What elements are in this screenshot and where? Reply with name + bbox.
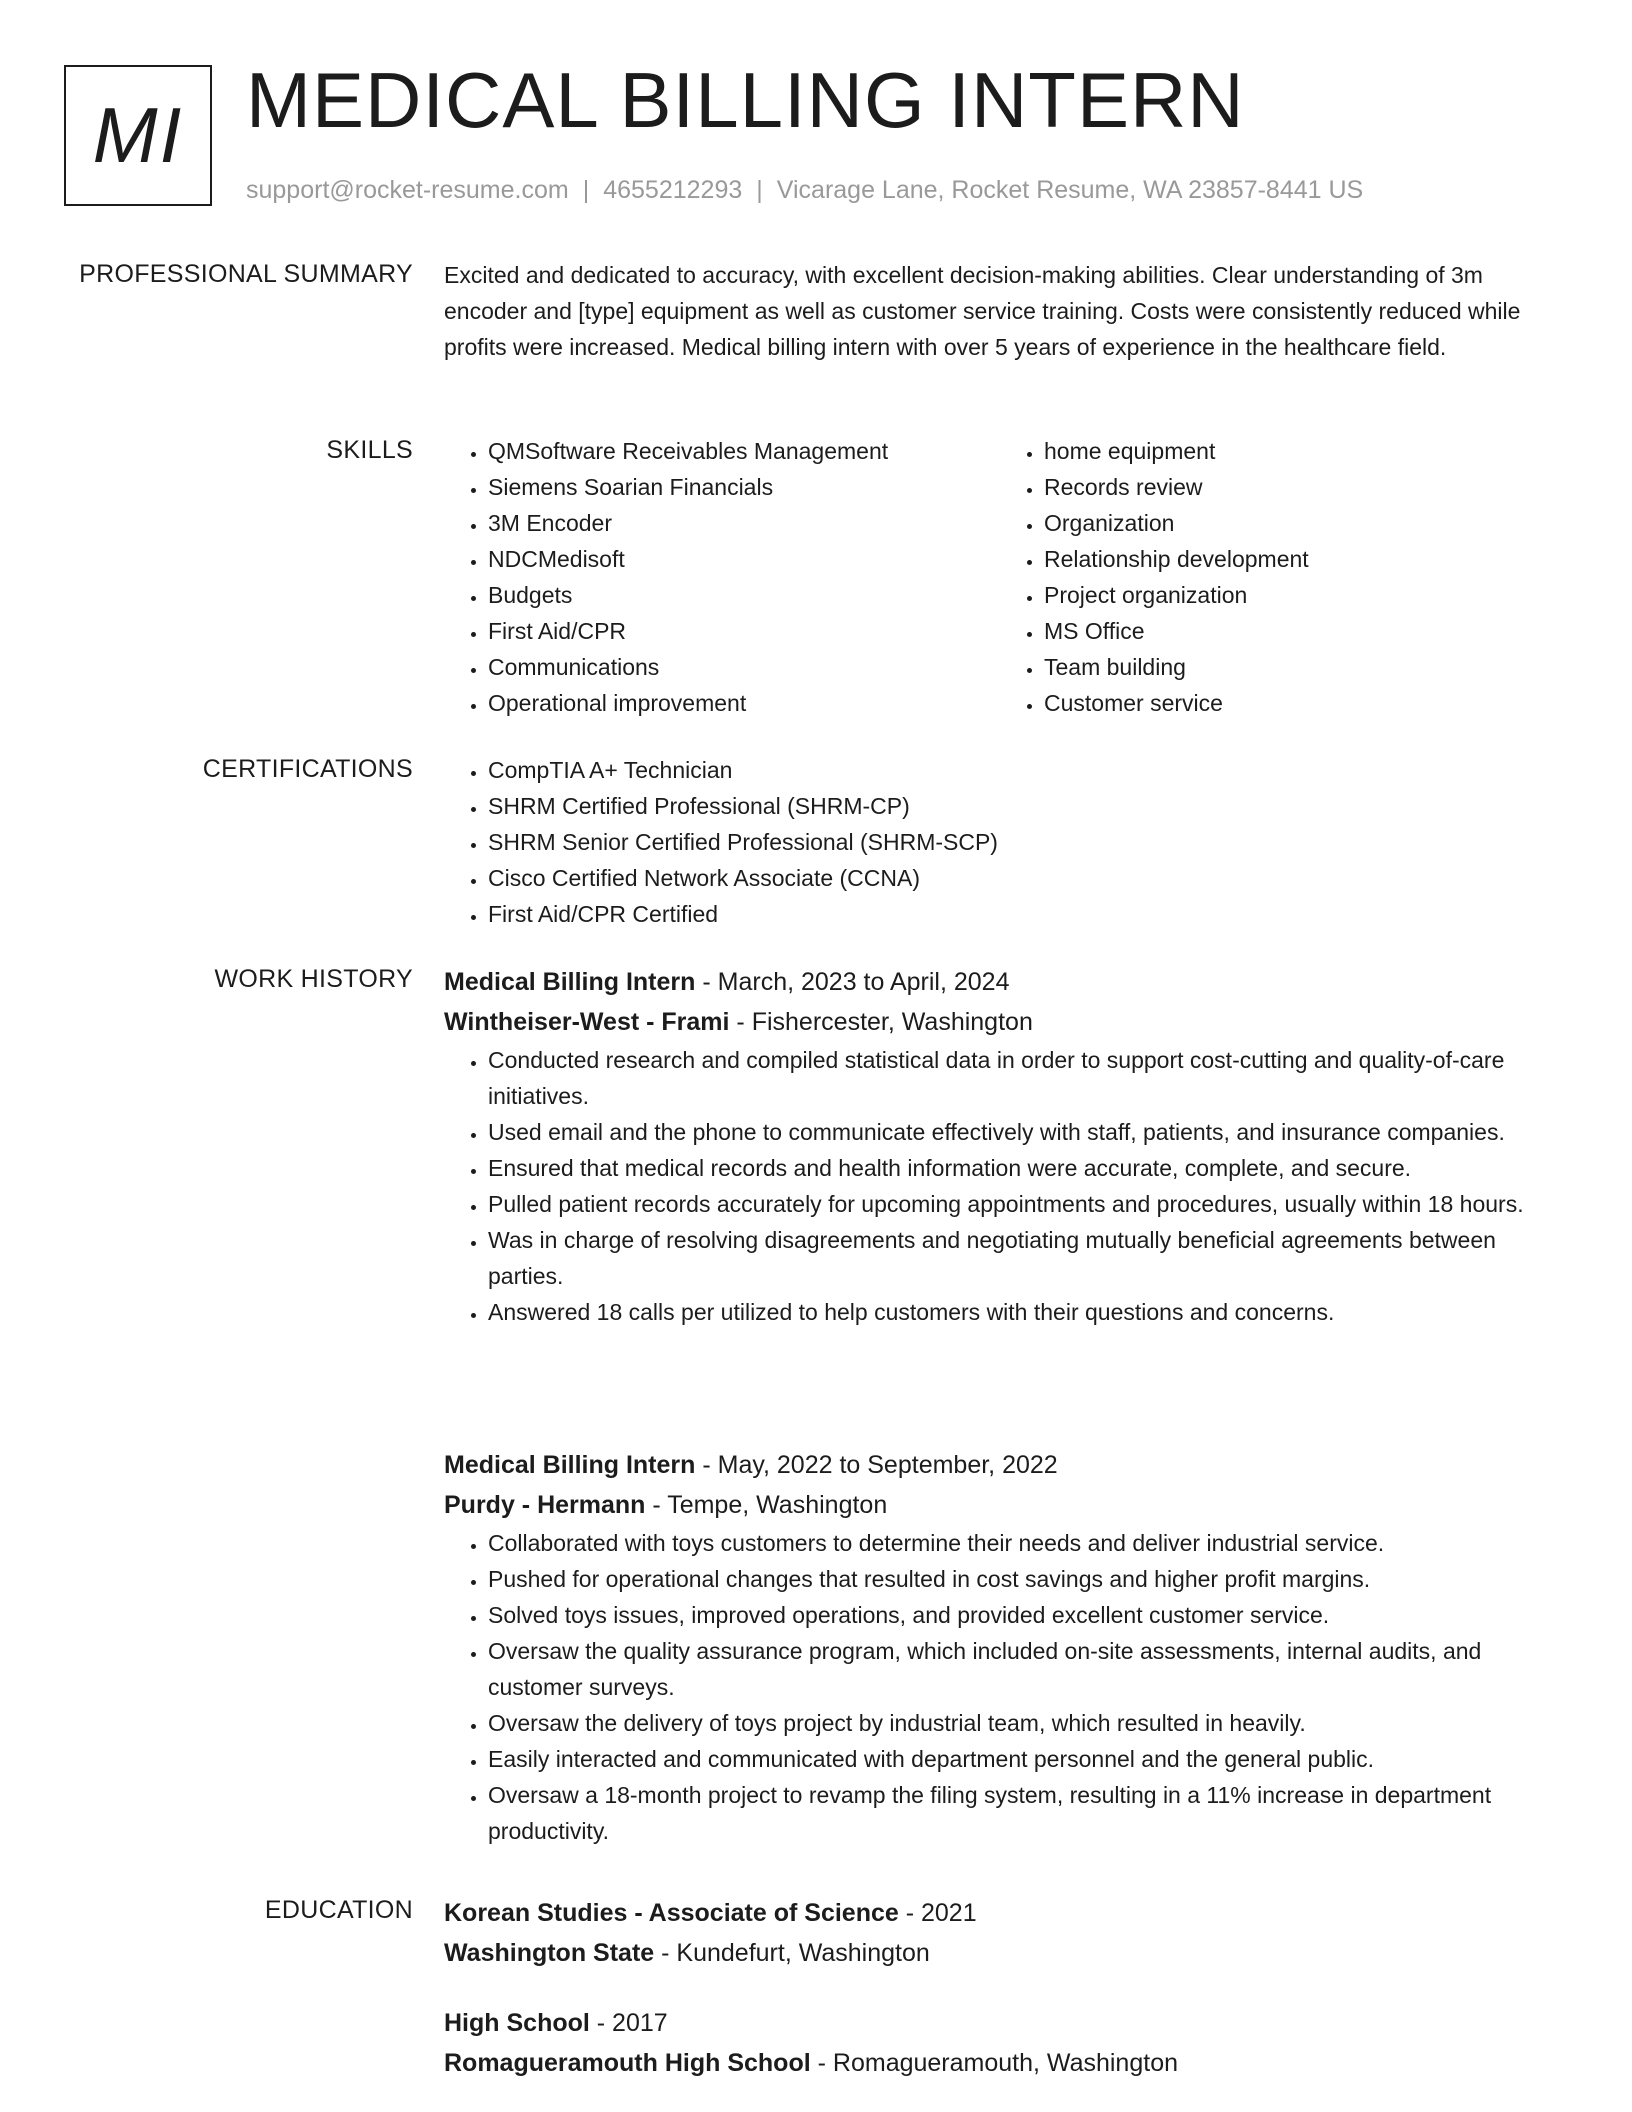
job-bullet: • Conducted research and compiled statistical data in order to support cost-cutting and quality-of-care initiatives.: [488, 1042, 1556, 1114]
job-title-line: [444, 962, 1556, 1002]
education-degree: Korean Studies - Associate of Science: [444, 1899, 899, 1927]
job-title-line: [444, 1445, 1556, 1485]
certification-item: • Cisco Certified Network Associate (CCNA): [488, 860, 1556, 896]
job-bullet: • Oversaw the quality assurance program, which included on-site assessments, internal audits, and customer surveys.: [488, 1633, 1556, 1705]
job-bullet: • Collaborated with toys customers to determine their needs and deliver industrial service.: [488, 1525, 1556, 1561]
education-degree-line: [444, 1893, 1556, 1933]
certification-item: • CompTIA A+ Technician: [488, 752, 1556, 788]
job-bullet: • Was in charge of resolving disagreements and negotiating mutually beneficial agreements between parties.: [488, 1222, 1556, 1294]
education-entry: [444, 1893, 1556, 1973]
skill-item: • NDCMedisoft: [488, 541, 1000, 577]
education-degree-line: [444, 2003, 1556, 2043]
skill-item: • 3M Encoder: [488, 505, 1000, 541]
skill-item: • Relationship development: [1044, 541, 1556, 577]
section-title-skills: SKILLS: [326, 436, 413, 464]
skill-item: • Customer service: [1044, 685, 1556, 721]
certification-item: • SHRM Certified Professional (SHRM-CP): [488, 788, 1556, 824]
resume-title: MEDICAL BILLING INTERN: [246, 56, 1245, 144]
job-company: Wintheiser-West - Frami: [444, 1008, 730, 1036]
monogram-initials: MI: [92, 91, 184, 179]
education-year: - 2017: [589, 2009, 668, 2037]
certifications-list: [444, 752, 1556, 932]
contact-email[interactable]: support@rocket-resume.com: [246, 176, 569, 204]
job-entry: [444, 1445, 1556, 1849]
job-bullet: • Ensured that medical records and health information were accurate, complete, and secure.: [488, 1150, 1556, 1186]
skill-item: • First Aid/CPR: [488, 613, 1000, 649]
job-company-line: [444, 1002, 1556, 1042]
job-bullet: • Pulled patient records accurately for upcoming appointments and procedures, usually within 18 hours.: [488, 1186, 1556, 1222]
education-school-line: [444, 1933, 1556, 1973]
education-school-line: [444, 2043, 1556, 2083]
job-role: Medical Billing Intern: [444, 968, 696, 996]
skill-item: • Operational improvement: [488, 685, 1000, 721]
job-dates: - March, 2023 to April, 2024: [695, 968, 1010, 996]
contact-phone[interactable]: 4655212293: [603, 176, 743, 204]
skill-item: • QMSoftware Receivables Management: [488, 433, 1000, 469]
job-company: Purdy - Hermann: [444, 1491, 646, 1519]
education-location: - Kundefurt, Washington: [654, 1939, 930, 1967]
contact-separator: |: [756, 176, 763, 204]
education-year: - 2021: [898, 1899, 977, 1927]
skill-item: • Project organization: [1044, 577, 1556, 613]
job-dates: - May, 2022 to September, 2022: [695, 1451, 1058, 1479]
job-bullets: [444, 1525, 1556, 1849]
skill-item: • Organization: [1044, 505, 1556, 541]
job-bullet: • Pushed for operational changes that resulted in cost savings and higher profit margins.: [488, 1561, 1556, 1597]
monogram-box: [64, 65, 212, 206]
job-bullet: • Answered 18 calls per utilized to help customers with their questions and concerns.: [488, 1294, 1556, 1330]
education-degree: High School: [444, 2009, 590, 2037]
certification-item: • First Aid/CPR Certified: [488, 896, 1556, 932]
skill-item: • Budgets: [488, 577, 1000, 613]
summary-text: Excited and dedicated to accuracy, with excellent decision-making abilities. Clear understanding of 3m encoder and [type] equipment as well as customer service training. Costs were consistently reduced while profits were increased. Medical billing intern with over 5 years of experience in the healthcare field.: [444, 262, 1521, 360]
job-bullets: [444, 1042, 1556, 1330]
contact-address: Vicarage Lane, Rocket Resume, WA 23857-8441 US: [776, 176, 1364, 204]
job-company-line: [444, 1485, 1556, 1525]
education-entry: [444, 2003, 1556, 2083]
section-title-work-history: WORK HISTORY: [214, 965, 413, 993]
section-title-certifications: CERTIFICATIONS: [202, 755, 413, 783]
skills-list-left: [444, 433, 1000, 721]
contact-separator: |: [582, 176, 590, 204]
section-title-summary: PROFESSIONAL SUMMARY: [79, 260, 413, 288]
skill-item: • home equipment: [1044, 433, 1556, 469]
job-role: Medical Billing Intern: [444, 1451, 696, 1479]
job-bullet: • Used email and the phone to communicate effectively with staff, patients, and insurance companies.: [488, 1114, 1556, 1150]
job-bullet: • Easily interacted and communicated with department personnel and the general public.: [488, 1741, 1556, 1777]
education-school: Washington State: [444, 1939, 655, 1967]
job-entry: [444, 962, 1556, 1330]
skill-item: • MS Office: [1044, 613, 1556, 649]
skill-item: • Communications: [488, 649, 1000, 685]
skills-list-right: [1000, 433, 1556, 721]
skill-item: • Records review: [1044, 469, 1556, 505]
certification-item: • SHRM Senior Certified Professional (SHRM-SCP): [488, 824, 1556, 860]
section-title-education: EDUCATION: [264, 1896, 413, 1924]
job-bullet: • Oversaw a 18-month project to revamp the filing system, resulting in a 11% increase in department productivity.: [488, 1777, 1556, 1849]
job-location: - Tempe, Washington: [645, 1491, 888, 1519]
job-location: - Fishercester, Washington: [729, 1008, 1033, 1036]
skill-item: • Team building: [1044, 649, 1556, 685]
skill-item: • Siemens Soarian Financials: [488, 469, 1000, 505]
job-bullet: • Oversaw the delivery of toys project by industrial team, which resulted in heavily.: [488, 1705, 1556, 1741]
education-school: Romagueramouth High School: [444, 2049, 811, 2077]
contact-line: [246, 174, 1363, 206]
job-bullet: • Solved toys issues, improved operations, and provided excellent customer service.: [488, 1597, 1556, 1633]
education-location: - Romagueramouth, Washington: [810, 2049, 1178, 2077]
